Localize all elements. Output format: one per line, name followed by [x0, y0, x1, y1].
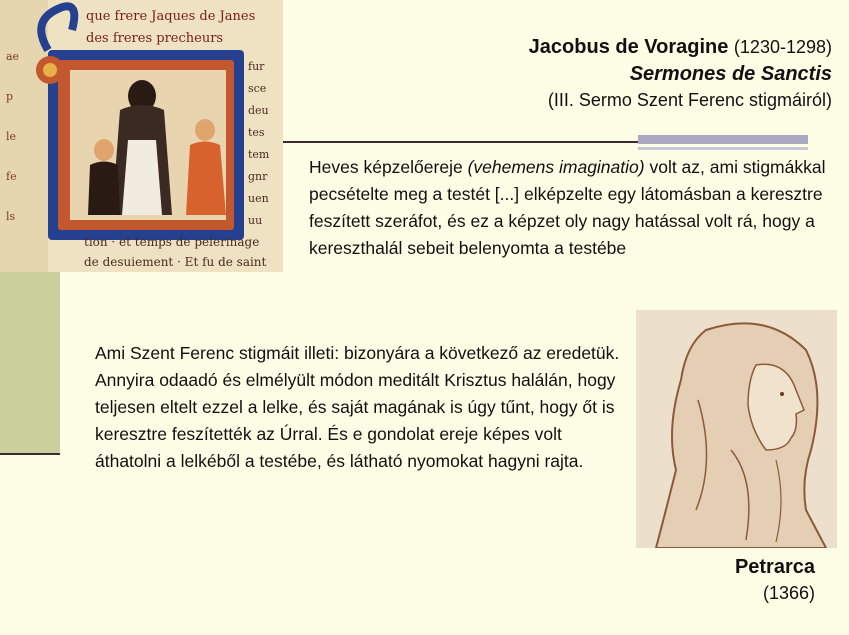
manuscript-illumination: [0, 0, 283, 272]
svg-text:ls: ls: [6, 210, 16, 223]
author-name: Jacobus de Voragine: [528, 36, 729, 58]
voragine-quote: [309, 154, 829, 262]
accent-bar: [638, 135, 808, 144]
portrait-name: Petrarca: [734, 556, 815, 578]
svg-text:tes: tes: [248, 126, 265, 139]
petrarca-portrait: [636, 310, 837, 548]
quote1-part1: Heves képzelőereje: [309, 157, 468, 177]
svg-text:le: le: [6, 130, 17, 143]
work-subtitle: (III. Sermo Szent Ferenc stigmáiról): [547, 90, 832, 110]
side-divider: [0, 453, 60, 455]
portrait-image: [636, 310, 837, 548]
manuscript-top-line2: des freres precheurs: [86, 31, 224, 46]
accent-bar-thin: [638, 147, 808, 150]
svg-text:gnr: gnr: [248, 170, 268, 183]
svg-text:fe: fe: [6, 170, 17, 183]
svg-text:ae: ae: [6, 50, 20, 63]
work-title: Sermones de Sanctis: [629, 63, 832, 85]
quote1-part2: volt az, ami stigmákkal pecsételte meg a testét [...] elképzelte egy látomásban a keresztre feszített szeráfot, és ez a képzet oly nagy hatással volt rá, hogy a kereszthalál sebeit belenyomta a testébe: [309, 157, 826, 258]
svg-text:p: p: [6, 90, 14, 103]
author-line: [529, 36, 832, 59]
svg-text:tem: tem: [248, 148, 270, 161]
quote1-italic: (vehemens imaginatio): [467, 157, 645, 177]
svg-text:fur: fur: [248, 60, 265, 73]
manuscript-top-line1: que frere Jaques de Janes: [86, 9, 256, 24]
petrarca-quote: Ami Szent Ferenc stigmáit illeti: bizonyára a következő az eredetük. Annyira odaadó és elmélyült módon meditált Krisztus halálán, hogy teljesen eltelt ezzel a lelke, és saját magának is úgy tűnt, hogy őt is keresztre feszítették az Úrral. És e gondolat ereje képes volt áthatolni a lelkéből a testébe, és látható nyomokat hagyni rajta.: [95, 343, 620, 471]
portrait-year: (1366): [762, 583, 815, 603]
manuscript-bottom-line2: de desuiement · Et fu de saint: [84, 255, 267, 269]
svg-text:sce: sce: [248, 82, 267, 95]
svg-text:deu: deu: [248, 104, 269, 117]
manuscript-image: [0, 0, 283, 272]
author-years: (1230-1298): [733, 37, 832, 57]
svg-text:uu: uu: [248, 214, 263, 227]
svg-text:uen: uen: [248, 192, 269, 205]
header-divider: [283, 141, 638, 143]
manuscript-bottom-line1: tion · et temps de pelerinage: [84, 235, 260, 249]
side-accent-bar: [0, 272, 60, 454]
